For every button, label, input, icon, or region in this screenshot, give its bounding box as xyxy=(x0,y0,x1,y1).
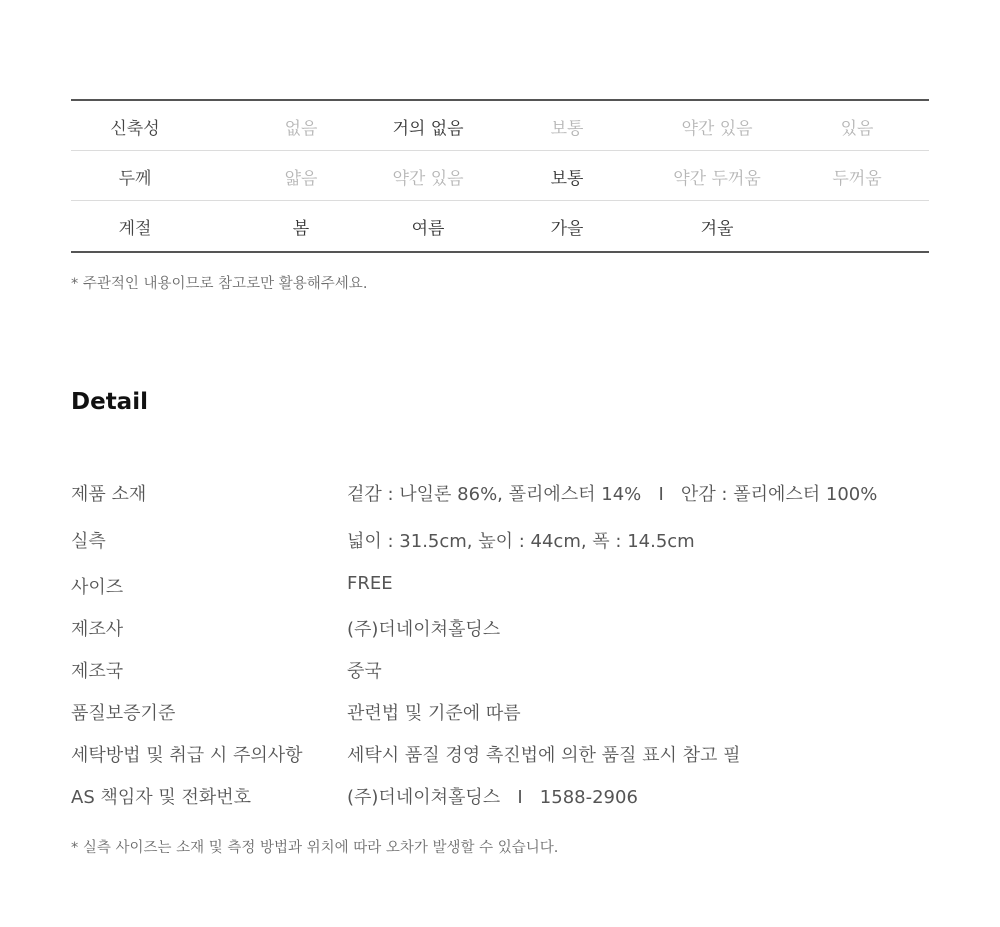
attribute-option-selected: 여름 xyxy=(411,219,445,239)
detail-label: 제조국 xyxy=(71,661,124,682)
attribute-option-selected: 보통 xyxy=(550,169,584,189)
attribute-option: 약간 있음 xyxy=(392,169,464,189)
detail-title: Detail xyxy=(71,389,148,415)
detail-value: (주)더네이쳐홀딩스 xyxy=(347,619,501,640)
attribute-row xyxy=(71,101,929,151)
detail-label: 제조사 xyxy=(71,619,124,640)
attribute-option-selected: 봄 xyxy=(292,219,310,239)
detail-value: FREE xyxy=(347,573,393,594)
attribute-row xyxy=(71,151,929,201)
attribute-label: 계절 xyxy=(118,219,152,239)
detail-value: 세탁시 품질 경영 촉진법에 의한 품질 표시 참고 필 xyxy=(347,745,741,766)
product-attribute-table xyxy=(71,99,929,253)
detail-note: * 실측 사이즈는 소재 및 측정 방법과 위치에 따라 오차가 발생할 수 있습니다. xyxy=(71,840,559,856)
attribute-option: 약간 있음 xyxy=(681,119,753,139)
attribute-label: 두께 xyxy=(118,169,152,189)
detail-value: 중국 xyxy=(347,661,382,682)
attribute-option-selected: 겨울 xyxy=(700,219,734,239)
detail-label: 사이즈 xyxy=(71,577,124,598)
detail-label: 실측 xyxy=(71,531,106,552)
attribute-option: 얇음 xyxy=(284,169,318,189)
attributes-note: * 주관적인 내용이므로 참고로만 활용해주세요. xyxy=(71,276,368,292)
attribute-option: 있음 xyxy=(840,119,874,139)
detail-value: 관련법 및 기준에 따름 xyxy=(347,703,521,724)
detail-value: 겉감 : 나일론 86%, 폴리에스터 14% I 안감 : 폴리에스터 100% xyxy=(347,484,878,505)
detail-value: (주)더네이쳐홀딩스 I 1588-2906 xyxy=(347,787,638,808)
attribute-option: 없음 xyxy=(284,119,318,139)
detail-label: 세탁방법 및 취급 시 주의사항 xyxy=(71,745,303,766)
attribute-option-selected: 가을 xyxy=(550,219,584,239)
detail-label: AS 책임자 및 전화번호 xyxy=(71,787,252,808)
detail-label: 제품 소재 xyxy=(71,484,147,505)
attribute-label: 신축성 xyxy=(110,119,160,139)
attribute-row xyxy=(71,201,929,251)
detail-label: 품질보증기준 xyxy=(71,703,176,724)
attribute-option: 약간 두꺼움 xyxy=(673,169,761,189)
detail-value: 넓이 : 31.5cm, 높이 : 44cm, 폭 : 14.5cm xyxy=(347,531,695,552)
attribute-option-selected: 거의 없음 xyxy=(392,119,464,139)
attribute-option: 두꺼움 xyxy=(832,169,882,189)
attribute-option: 보통 xyxy=(550,119,584,139)
